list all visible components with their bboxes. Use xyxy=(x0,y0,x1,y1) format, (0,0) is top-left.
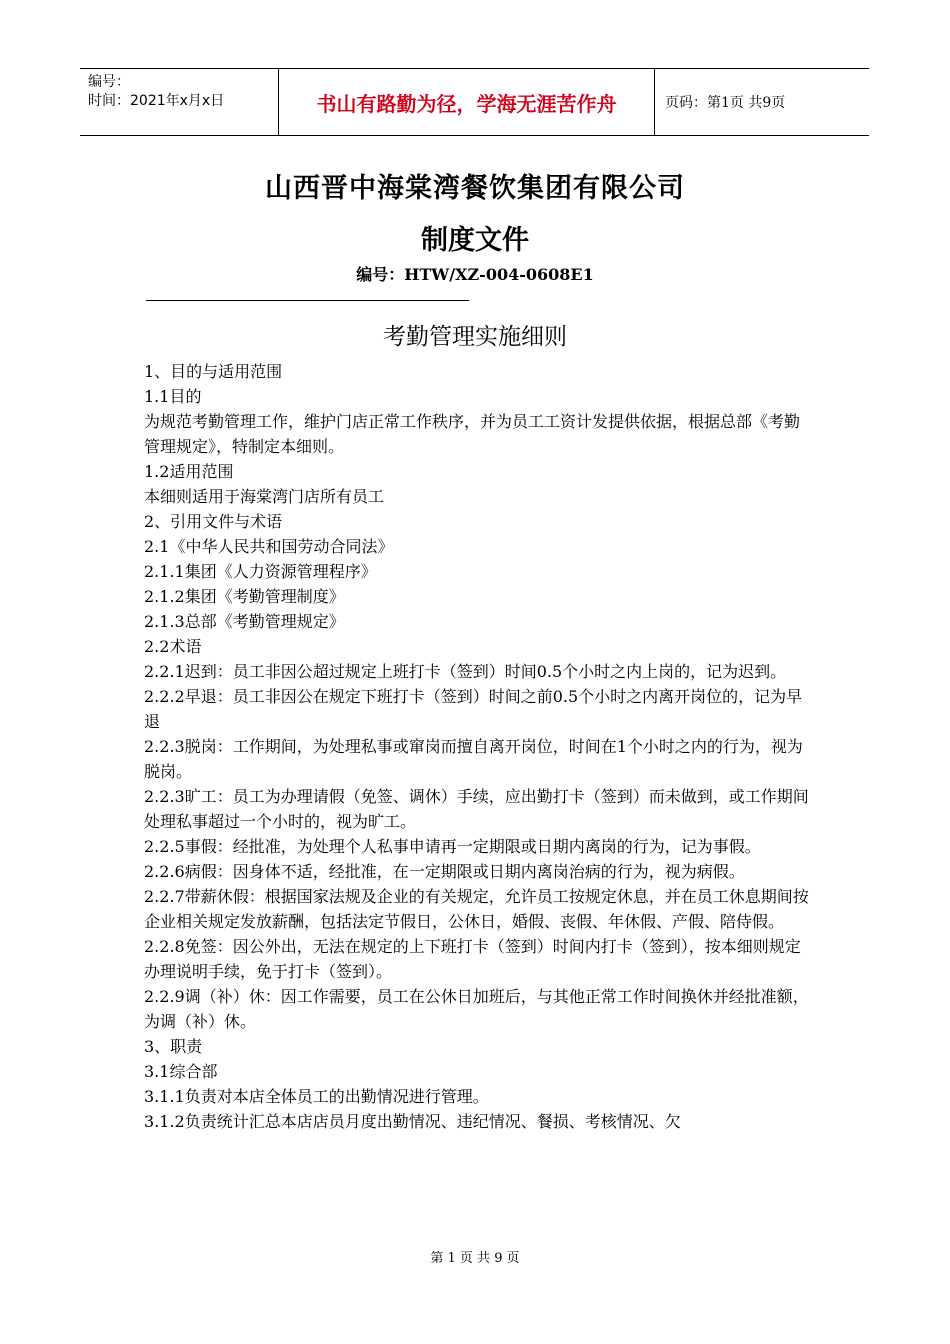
paragraph: 2.2.5事假：经批准，为处理个人私事申请再一定期限或日期内离岗的行为，记为事假。 xyxy=(144,837,761,856)
paragraph: 2.2.3旷工：员工为办理请假（免签、调休）手续，应出勤打卡（签到）而未做到，或工作期间处理私事超过一个小时的，视为旷工。 xyxy=(144,787,809,831)
paragraph: 1.1目的 xyxy=(144,387,202,406)
paragraph: 1.2适用范围 xyxy=(144,462,234,481)
doc-type: 制度文件 xyxy=(421,225,529,256)
paragraph: 2.2.9调（补）休：因工作需要，员工在公休日加班后，与其他正常工作时间换休并经批准额，为调（补）休。 xyxy=(144,987,809,1031)
header-page-info: 页码：第1页 共9页 xyxy=(665,95,786,111)
paragraph: 2.2术语 xyxy=(144,637,202,656)
paragraph: 2.2.7带薪休假：根据国家法规及企业的有关规定，允许员工按规定休息，并在员工休息期间按企业相关规定发放薪酬，包括法定节假日，公休日，婚假、丧假、年休假、产假、陪侍假。 xyxy=(144,887,809,931)
paragraph: 2.1《中华人民共和国劳动合同法》 xyxy=(144,537,394,556)
doc-number-label: 编号： xyxy=(88,74,130,90)
title-divider xyxy=(146,300,469,301)
paragraph: 3.1综合部 xyxy=(144,1062,218,1081)
paragraph: 2.1.3总部《考勤管理规定》 xyxy=(144,612,345,631)
paragraph: 2、引用文件与术语 xyxy=(144,512,283,531)
paragraph: 3.1.2负责统计汇总本店店员月度出勤情况、违纪情况、餐损、考核情况、欠 xyxy=(144,1112,681,1131)
paragraph: 2.2.3脱岗：工作期间，为处理私事或窜岗而擅自离开岗位，时间在1个小时之内的行为，视为脱岗。 xyxy=(144,737,803,781)
paragraph: 3、职责 xyxy=(144,1037,203,1056)
doc-time-label: 时间：2021年x月x日 xyxy=(88,93,225,109)
paragraph: 2.2.6病假：因身体不适，经批准，在一定期限或日期内离岗治病的行为，视为病假。 xyxy=(144,862,745,881)
body-text xyxy=(144,359,814,1134)
page-footer: 第 1 页 共 9 页 xyxy=(430,1251,520,1266)
header-info-cell xyxy=(80,69,279,135)
paragraph: 2.2.8免签：因公外出，无法在规定的上下班打卡（签到）时间内打卡（签到），按本细则规定办理说明手续，免于打卡（签到）。 xyxy=(144,937,801,981)
paragraph: 3.1.1负责对本店全体员工的出勤情况进行管理。 xyxy=(144,1087,489,1106)
header-table xyxy=(80,68,869,136)
paragraph: 2.1.2集团《考勤管理制度》 xyxy=(144,587,345,606)
paragraph: 1、目的与适用范围 xyxy=(144,362,283,381)
doc-number: 编号：HTW/XZ-004-0608E1 xyxy=(356,265,594,284)
company-name: 山西晋中海棠湾餐饮集团有限公司 xyxy=(265,173,685,204)
paragraph: 2.2.2早退：员工非因公在规定下班打卡（签到）时间之前0.5个小时之内离开岗位的，记为早退 xyxy=(144,687,803,731)
paragraph: 2.1.1集团《人力资源管理程序》 xyxy=(144,562,377,581)
header-motto: 书山有路勤为径，学海无涯苦作舟 xyxy=(279,69,655,135)
paragraph: 为规范考勤管理工作，维护门店正常工作秩序，并为员工工资计发提供依据，根据总部《考勤管理规定》，特制定本细则。 xyxy=(144,412,801,456)
paragraph: 2.2.1迟到：员工非因公超过规定上班打卡（签到）时间0.5个小时之内上岗的，记为迟到。 xyxy=(144,662,787,681)
paragraph: 本细则适用于海棠湾门店所有员工 xyxy=(144,487,385,506)
page-title: 考勤管理实施细则 xyxy=(383,324,567,350)
